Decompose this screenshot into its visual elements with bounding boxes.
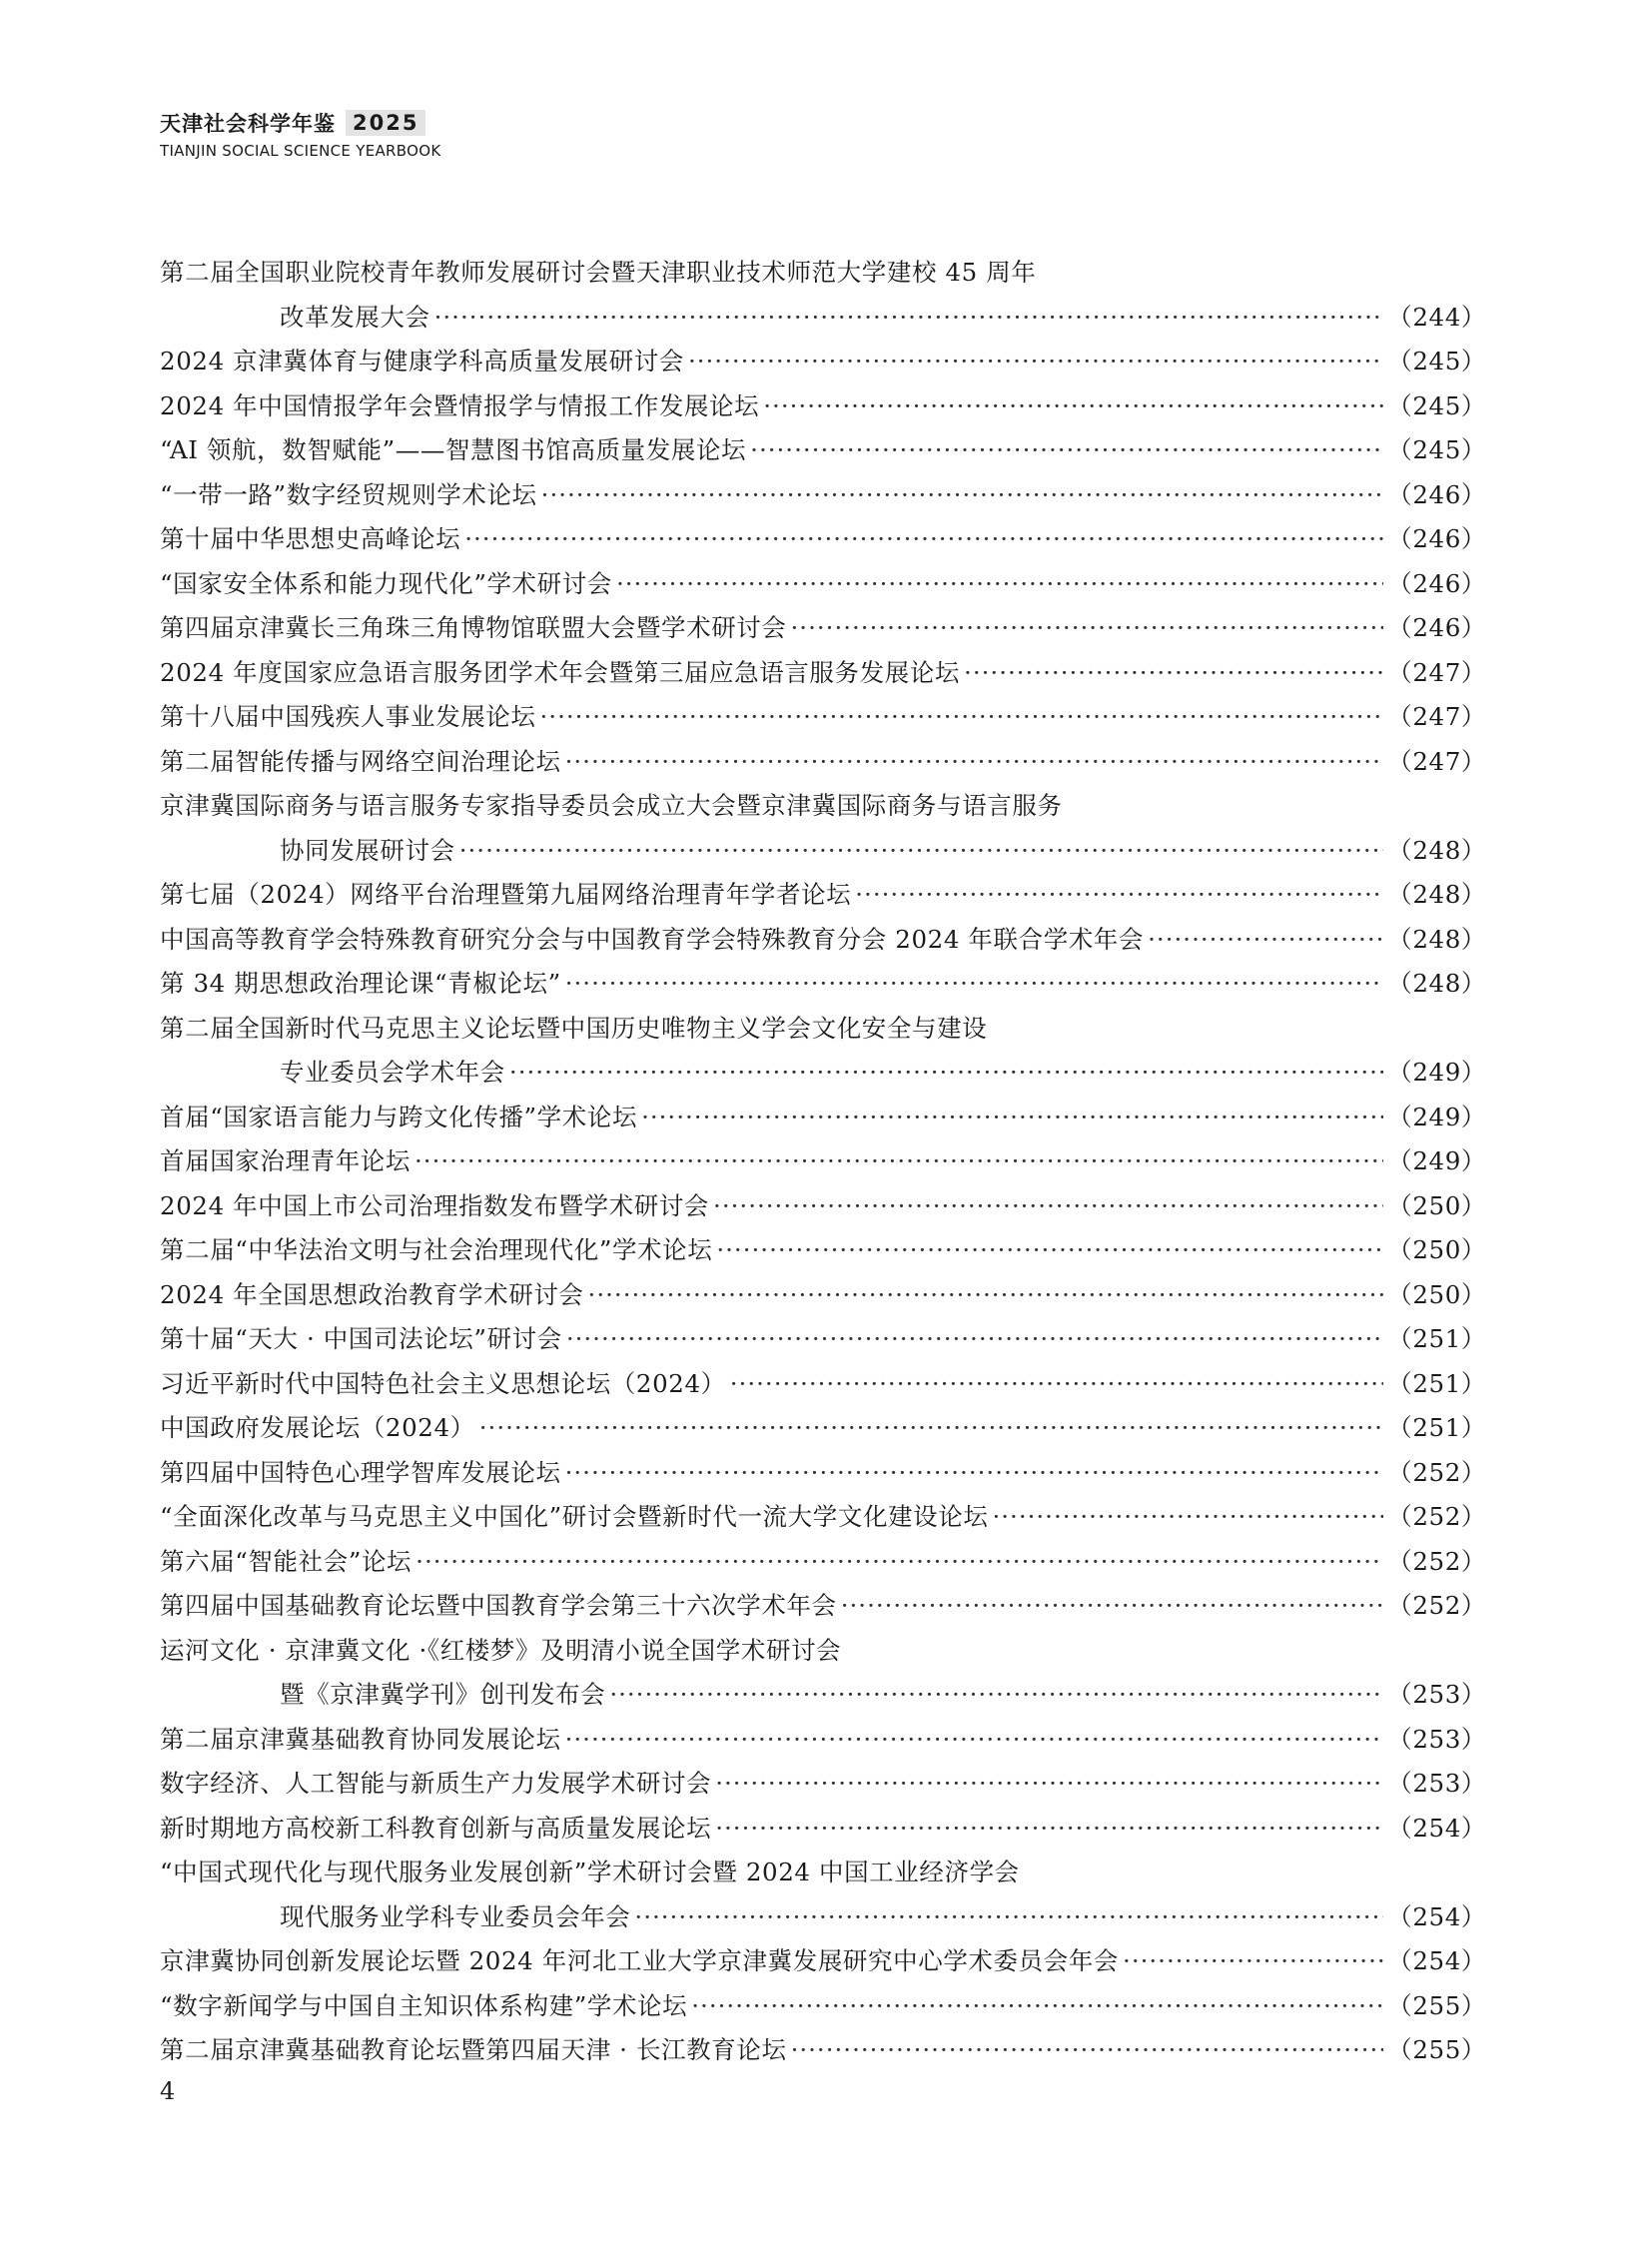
toc-entry-page: （252） — [1387, 1591, 1486, 1620]
toc-leader-dots — [459, 829, 1384, 874]
toc-entry-page: （252） — [1387, 1502, 1486, 1531]
toc-leader-dots — [964, 651, 1383, 696]
toc-entry-page: （254） — [1387, 1901, 1486, 1931]
toc-leader-dots — [791, 2028, 1384, 2073]
toc-leader-dots — [688, 340, 1383, 384]
toc-leader-dots — [588, 1273, 1384, 1318]
toc-entry-title: 第六届“智能社会”论坛 — [160, 1546, 413, 1576]
toc-entry-page: （250） — [1387, 1279, 1486, 1309]
running-header — [160, 108, 440, 160]
toc-leader-dots — [730, 1362, 1383, 1407]
toc-entry-title: 新时期地方高校新工科教育创新与高质量发展论坛 — [160, 1813, 712, 1843]
toc-leader-dots — [541, 473, 1384, 518]
toc-entry — [160, 1673, 1486, 1718]
toc-entry-title: 第二届“中华法治文明与社会治理现代化”学术论坛 — [160, 1235, 713, 1264]
toc-leader-dots — [414, 1139, 1383, 1184]
toc-entry-title: “数字新闻学与中国自主知识体系构建”学术论坛 — [160, 1990, 688, 2020]
toc-entry-page: （248） — [1387, 969, 1486, 998]
toc-entry-title: 第十八届中国残疾人事业发展论坛 — [160, 702, 536, 731]
toc-entry-title: 首届国家治理青年论坛 — [160, 1146, 411, 1175]
toc-entry-page: （246） — [1387, 524, 1486, 553]
toc-entry-title: 2024 年中国情报学年会暨情报学与情报工作发展论坛 — [160, 390, 760, 420]
toc-entry — [160, 384, 1486, 429]
toc-entry — [160, 1051, 1486, 1096]
toc-entry-page: （248） — [1387, 880, 1486, 909]
toc-leader-dots — [565, 1451, 1384, 1496]
toc-entry — [160, 918, 1486, 963]
toc-entry — [160, 829, 1486, 874]
toc-entry-page: （254） — [1387, 1946, 1486, 1975]
toc-entry-page: （244） — [1387, 302, 1486, 332]
toc-entry-title: 2024 京津冀体育与健康学科高质量发展研讨会 — [160, 347, 684, 375]
toc-entry-page: （253） — [1387, 1769, 1486, 1798]
toc-entry-title: 专业委员会学术年会 — [280, 1058, 505, 1087]
toc-entry — [160, 340, 1486, 384]
toc-entry-title: 京津冀国际商务与语言服务专家指导委员会成立大会暨京津冀国际商务与语言服务 — [160, 791, 1063, 820]
toc-entry-title: 第七届（2024）网络平台治理暨第九届网络治理青年学者论坛 — [160, 880, 852, 909]
toc-entry — [160, 428, 1486, 473]
toc-entry-title: 中国政府发展论坛（2024） — [160, 1413, 475, 1442]
toc-leader-dots — [791, 606, 1384, 651]
toc-entry-title: 2024 年中国上市公司治理指数发布暨学术研讨会 — [160, 1190, 710, 1220]
toc-entry-page: （252） — [1387, 1457, 1486, 1487]
toc-entry — [160, 651, 1486, 696]
toc-entry — [160, 1317, 1486, 1362]
toc-entry-page: （245） — [1387, 435, 1486, 464]
toc-entry-title: 第二届京津冀基础教育论坛暨第四届天津 · 长江教育论坛 — [160, 2035, 787, 2064]
toc-entry-title: 第十届“天大 · 中国司法论坛”研讨会 — [160, 1324, 562, 1353]
toc-leader-dots — [691, 1984, 1383, 2029]
toc-leader-dots — [641, 1096, 1383, 1140]
yearbook-subtitle: TIANJIN SOCIAL SCIENCE YEARBOOK — [160, 142, 441, 160]
page-number: 4 — [160, 2077, 176, 2105]
yearbook-year-badge: 2025 — [346, 110, 425, 136]
toc-entry — [160, 517, 1486, 562]
toc-entry-title: 现代服务业学科专业委员会年会 — [280, 1901, 631, 1931]
toc-entry — [160, 473, 1486, 518]
toc-entry — [160, 695, 1486, 740]
toc-entry-page: （247） — [1387, 746, 1486, 776]
toc-entry-title: 协同发展研讨会 — [280, 835, 455, 865]
toc-entry-title: 2024 年度国家应急语言服务团学术年会暨第三届应急语言服务发展论坛 — [160, 657, 961, 687]
toc-entry — [160, 606, 1486, 651]
toc-entry-page: （251） — [1387, 1368, 1486, 1398]
toc-entry — [160, 1362, 1486, 1407]
toc-entry-page: （247） — [1387, 657, 1486, 687]
toc-leader-dots — [713, 1184, 1383, 1229]
toc-entry — [160, 251, 1486, 296]
toc-leader-dots — [750, 428, 1383, 473]
toc-entry — [160, 873, 1486, 918]
toc-entry-page: （246） — [1387, 568, 1486, 598]
toc-entry-page: （248） — [1387, 924, 1486, 954]
toc-leader-dots — [540, 695, 1384, 740]
toc-leader-dots — [616, 562, 1383, 607]
toc-entry-title: 第二届京津冀基础教育协同发展论坛 — [160, 1724, 561, 1754]
toc-entry-title: 首届“国家语言能力与跨文化传播”学术论坛 — [160, 1102, 638, 1131]
toc-entry-page: （253） — [1387, 1724, 1486, 1754]
toc-leader-dots — [992, 1495, 1383, 1540]
toc-entry-page: （246） — [1387, 479, 1486, 509]
toc-entry — [160, 1540, 1486, 1585]
toc-leader-dots — [565, 740, 1384, 785]
toc-entry — [160, 1139, 1486, 1184]
toc-entry-page: （254） — [1387, 1813, 1486, 1843]
toc-entry-page: （249） — [1387, 1102, 1486, 1131]
toc-entry-title: 运河文化 · 京津冀文化 ·《红楼梦》及明清小说全国学术研讨会 — [160, 1635, 842, 1665]
toc-leader-dots — [1123, 1939, 1383, 1984]
toc-entry-page: （245） — [1387, 347, 1486, 375]
toc-entry-title: “全面深化改革与马克思主义中国化”研讨会暨新时代一流大学文化建设论坛 — [160, 1502, 989, 1531]
toc-entry — [160, 2028, 1486, 2073]
toc-entry-page: （255） — [1387, 1990, 1486, 2020]
toc-leader-dots — [565, 962, 1384, 1007]
toc-entry — [160, 562, 1486, 607]
toc-entry — [160, 1184, 1486, 1229]
toc-entry-title: 改革发展大会 — [280, 302, 430, 332]
toc-entry — [160, 1007, 1486, 1052]
toc-leader-dots — [566, 1317, 1383, 1362]
toc-entry-title: 2024 年全国思想政治教育学术研讨会 — [160, 1279, 584, 1309]
toc-entry-page: （251） — [1387, 1324, 1486, 1353]
toc-entry-title: 第二届全国职业院校青年教师发展研讨会暨天津职业技术师范大学建校 45 周年 — [160, 258, 1037, 287]
toc-entry-title: 第十届中华思想史高峰论坛 — [160, 524, 461, 553]
toc-entry-page: （245） — [1387, 390, 1486, 420]
toc-entry — [160, 1851, 1486, 1895]
table-of-contents — [160, 251, 1486, 2073]
toc-leader-dots — [763, 384, 1383, 429]
toc-leader-dots — [716, 1228, 1383, 1273]
toc-entry — [160, 1718, 1486, 1763]
toc-entry-title: 第二届全国新时代马克思主义论坛暨中国历史唯物主义学会文化安全与建设 — [160, 1013, 988, 1043]
toc-entry-page: （250） — [1387, 1190, 1486, 1220]
toc-leader-dots — [715, 1762, 1383, 1807]
toc-entry — [160, 1762, 1486, 1807]
toc-entry — [160, 1451, 1486, 1496]
toc-entry-page: （255） — [1387, 2035, 1486, 2064]
toc-entry-page: （250） — [1387, 1235, 1486, 1264]
toc-entry — [160, 1939, 1486, 1984]
toc-entry-page: （249） — [1387, 1058, 1486, 1087]
toc-entry-title: “中国式现代化与现代服务业发展创新”学术研讨会暨 2024 中国工业经济学会 — [160, 1858, 1020, 1886]
toc-entry-title: 京津冀协同创新发展论坛暨 2024 年河北工业大学京津冀发展研究中心学术委员会年会 — [160, 1946, 1120, 1975]
toc-leader-dots — [434, 296, 1384, 341]
toc-leader-dots — [715, 1807, 1383, 1852]
toc-leader-dots — [855, 873, 1383, 918]
toc-entry-page: （248） — [1387, 835, 1486, 865]
toc-entry — [160, 1228, 1486, 1273]
toc-leader-dots — [841, 1584, 1384, 1629]
toc-entry-page: （247） — [1387, 702, 1486, 731]
toc-entry — [160, 1895, 1486, 1940]
toc-entry-title: 第四届京津冀长三角珠三角博物馆联盟大会暨学术研讨会 — [160, 613, 787, 642]
toc-leader-dots — [509, 1051, 1383, 1096]
toc-leader-dots — [634, 1895, 1383, 1940]
toc-entry — [160, 962, 1486, 1007]
toc-entry-title: “AI 领航，数智赋能”——智慧图书馆高质量发展论坛 — [160, 435, 747, 464]
toc-entry — [160, 296, 1486, 341]
toc-entry-page: （253） — [1387, 1680, 1486, 1709]
toc-entry — [160, 1584, 1486, 1629]
toc-entry-page: （252） — [1387, 1546, 1486, 1576]
toc-entry-title: 第二届智能传播与网络空间治理论坛 — [160, 746, 561, 776]
toc-entry-title: 第四届中国特色心理学智库发展论坛 — [160, 1457, 561, 1487]
toc-entry — [160, 1495, 1486, 1540]
toc-entry-title: 第四届中国基础教育论坛暨中国教育学会第三十六次学术年会 — [160, 1591, 837, 1620]
toc-entry-page: （251） — [1387, 1413, 1486, 1442]
toc-entry-page: （246） — [1387, 613, 1486, 642]
yearbook-title: 天津社会科学年鉴 — [160, 112, 336, 136]
toc-entry — [160, 1629, 1486, 1674]
toc-leader-dots — [1148, 918, 1383, 963]
toc-entry — [160, 740, 1486, 785]
toc-entry-page: （249） — [1387, 1146, 1486, 1175]
toc-entry-title: 中国高等教育学会特殊教育研究分会与中国教育学会特殊教育分会 2024 年联合学术年会 — [160, 924, 1145, 954]
toc-entry — [160, 1273, 1486, 1318]
header-title-row — [160, 108, 440, 138]
toc-entry — [160, 1807, 1486, 1852]
toc-entry-title: 第 34 期思想政治理论课“青椒论坛” — [160, 969, 561, 998]
toc-leader-dots — [565, 1718, 1384, 1763]
toc-entry — [160, 1984, 1486, 2029]
toc-entry-title: 习近平新时代中国特色社会主义思想论坛（2024） — [160, 1368, 726, 1398]
toc-entry-title: “国家安全体系和能力现代化”学术研讨会 — [160, 568, 612, 598]
toc-entry — [160, 784, 1486, 829]
toc-leader-dots — [464, 517, 1383, 562]
toc-entry — [160, 1406, 1486, 1451]
toc-entry-title: 数字经济、人工智能与新质生产力发展学术研讨会 — [160, 1769, 712, 1798]
toc-entry — [160, 1096, 1486, 1140]
toc-leader-dots — [479, 1406, 1383, 1451]
toc-leader-dots — [609, 1673, 1383, 1718]
toc-leader-dots — [415, 1540, 1383, 1585]
toc-entry-title: 暨《京津冀学刊》创刊发布会 — [280, 1680, 606, 1709]
toc-entry-title: “一带一路”数字经贸规则学术论坛 — [160, 479, 537, 509]
